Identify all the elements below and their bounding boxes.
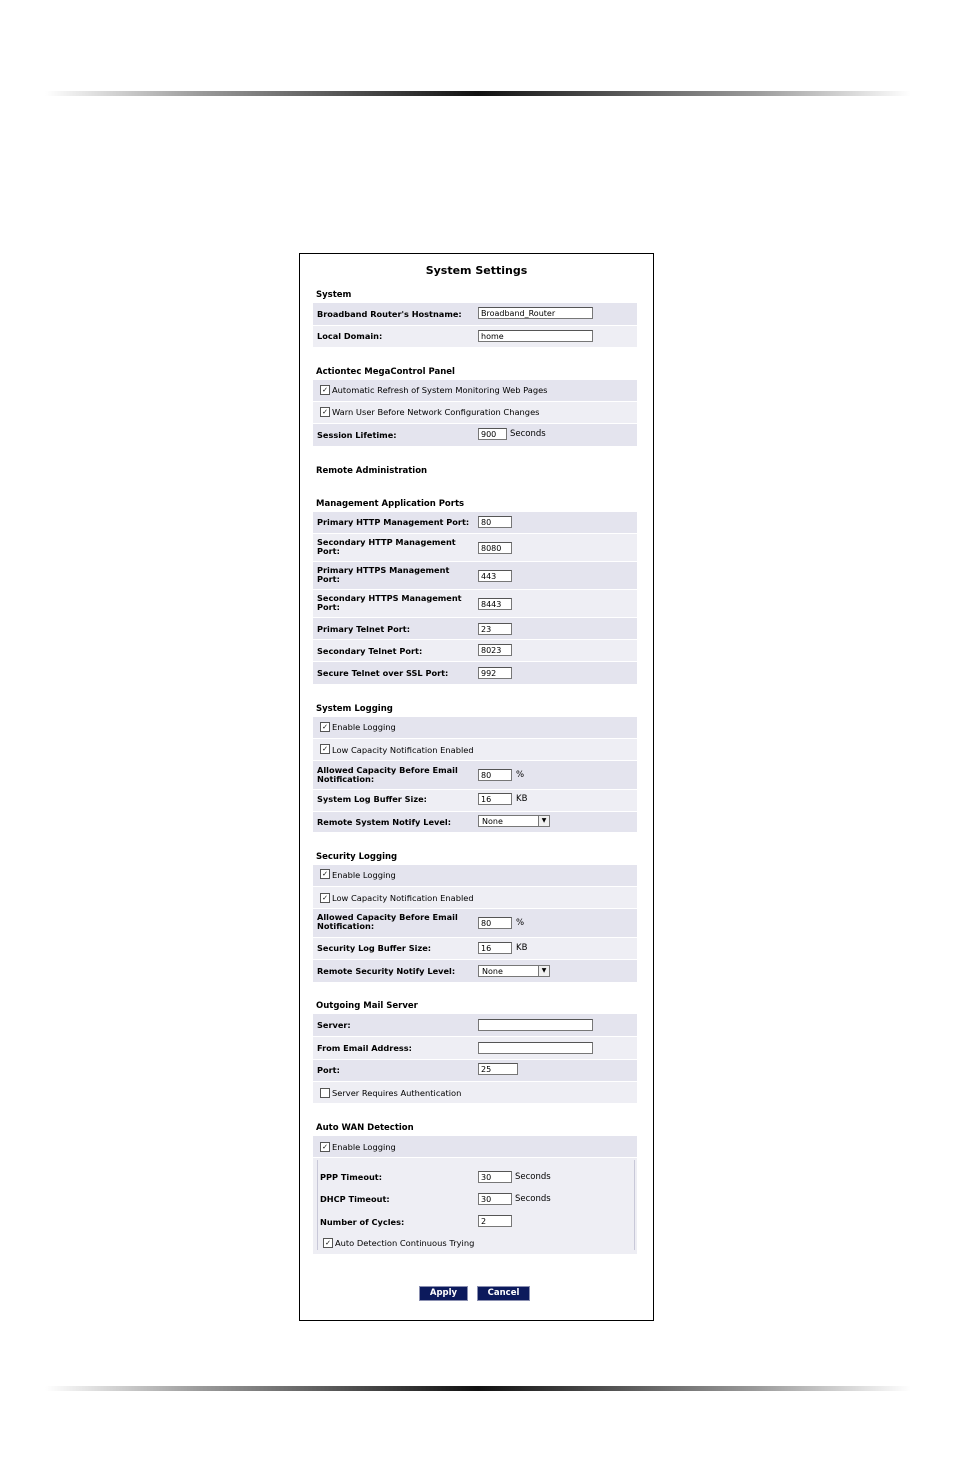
seclog-capacity-unit: % [516, 918, 525, 928]
port-label: Primary HTTP Management Port: [317, 517, 470, 527]
seclog-capacity-label: Allowed Capacity Before Email Notification: [317, 912, 458, 931]
port-label: Secondary HTTPS Management Port: [317, 593, 462, 612]
bottom-divider [45, 1386, 911, 1391]
auto-refresh-row [313, 380, 637, 402]
mail-port-input[interactable]: 25 [478, 1063, 518, 1075]
syslog-lowcap-label: Low Capacity Notification Enabled [332, 745, 474, 755]
mail-port-label: Port: [317, 1065, 340, 1075]
ppp-timeout-unit: Seconds [515, 1172, 551, 1182]
syslog-buffer-unit: KB [516, 794, 528, 804]
section-auto-wan: Auto WAN Detection [316, 1123, 414, 1133]
port-row [313, 590, 637, 618]
mail-auth-label: Server Requires Authentication [332, 1088, 462, 1098]
section-remote-admin: Remote Administration [316, 466, 428, 476]
hostname-row [313, 303, 637, 326]
syslog-lowcap-row [313, 739, 637, 761]
session-lifetime-row [313, 424, 637, 447]
seclog-lowcap-checkbox[interactable]: ✓ [320, 893, 330, 903]
port-input[interactable]: 8080 [478, 542, 512, 554]
syslog-notify-row [313, 812, 637, 833]
syslog-lowcap-checkbox[interactable]: ✓ [320, 744, 330, 754]
port-input[interactable]: 23 [478, 623, 512, 635]
syslog-enable-label: Enable Logging [332, 722, 396, 732]
chevron-down-icon[interactable]: ▼ [538, 966, 549, 976]
top-divider [45, 91, 911, 96]
seclog-buffer-unit: KB [516, 943, 528, 953]
section-system: System [316, 290, 352, 300]
port-label: Primary HTTPS Management Port: [317, 565, 450, 584]
syslog-enable-checkbox[interactable]: ✓ [320, 722, 330, 732]
continuous-trying-label: Auto Detection Continuous Trying [335, 1238, 475, 1248]
autowan-settings-block [313, 1158, 637, 1255]
port-label: Secondary HTTP Management Port: [317, 537, 456, 556]
mail-server-input[interactable] [478, 1019, 593, 1031]
seclog-enable-row [313, 865, 637, 887]
dhcp-timeout-label: DHCP Timeout: [320, 1194, 390, 1204]
autowan-inner-box [317, 1160, 635, 1250]
mail-port-row [313, 1060, 637, 1082]
continuous-trying-checkbox[interactable]: ✓ [323, 1238, 333, 1248]
dhcp-timeout-unit: Seconds [515, 1194, 551, 1204]
syslog-enable-row [313, 717, 637, 739]
warn-user-checkbox[interactable]: ✓ [320, 407, 330, 417]
mail-auth-checkbox[interactable] [320, 1088, 330, 1098]
section-management-ports: Management Application Ports [316, 499, 465, 509]
syslog-capacity-label: Allowed Capacity Before Email Notification: [317, 765, 458, 784]
syslog-notify-select[interactable] [478, 815, 550, 827]
autowan-enable-checkbox[interactable]: ✓ [320, 1142, 330, 1152]
port-row [313, 662, 637, 685]
seclog-buffer-label: Security Log Buffer Size: [317, 943, 432, 953]
section-security-logging: Security Logging [316, 852, 398, 862]
syslog-notify-label: Remote System Notify Level: [317, 817, 451, 827]
seclog-lowcap-row [313, 887, 637, 909]
session-lifetime-unit: Seconds [510, 429, 546, 439]
autowan-enable-row [313, 1136, 637, 1158]
mail-from-input[interactable] [478, 1042, 593, 1054]
syslog-capacity-unit: % [516, 770, 525, 780]
local-domain-input[interactable]: home [478, 330, 593, 342]
port-label: Secure Telnet over SSL Port: [317, 668, 449, 678]
syslog-notify-value: None [482, 817, 503, 826]
port-row [313, 512, 637, 534]
cycles-label: Number of Cycles: [320, 1217, 405, 1227]
local-domain-row [313, 326, 637, 348]
page-title: System Settings [425, 264, 528, 277]
apply-button[interactable]: Apply [420, 1287, 467, 1300]
ppp-timeout-input[interactable]: 30 [478, 1171, 512, 1183]
seclog-buffer-row [313, 938, 637, 960]
session-lifetime-label: Session Lifetime: [317, 430, 397, 440]
seclog-enable-label: Enable Logging [332, 870, 396, 880]
system-settings-panel [299, 253, 654, 1321]
port-input[interactable]: 443 [478, 570, 512, 582]
mail-server-label: Server: [317, 1020, 351, 1030]
auto-refresh-checkbox[interactable]: ✓ [320, 385, 330, 395]
mail-server-row [313, 1014, 637, 1037]
hostname-label: Broadband Router's Hostname: [317, 309, 462, 319]
section-mail-server: Outgoing Mail Server [316, 1001, 418, 1011]
port-row [313, 562, 637, 590]
seclog-notify-select[interactable] [478, 965, 550, 977]
port-input[interactable]: 992 [478, 667, 512, 679]
port-label: Primary Telnet Port: [317, 624, 410, 634]
port-input[interactable]: 8443 [478, 598, 512, 610]
seclog-notify-label: Remote Security Notify Level: [317, 966, 456, 976]
port-label: Secondary Telnet Port: [317, 646, 423, 656]
section-megacontrol: Actiontec MegaControl Panel [316, 367, 455, 377]
mail-from-label: From Email Address: [317, 1043, 412, 1053]
port-row [313, 640, 637, 662]
port-row [313, 534, 637, 562]
auto-refresh-label: Automatic Refresh of System Monitoring Web Pages [332, 385, 548, 395]
ppp-timeout-label: PPP Timeout: [320, 1172, 382, 1182]
mail-auth-row [313, 1082, 637, 1104]
syslog-buffer-label: System Log Buffer Size: [317, 794, 427, 804]
session-lifetime-input[interactable]: 900 [478, 428, 507, 440]
mail-from-row [313, 1037, 637, 1060]
cycles-input[interactable]: 2 [478, 1215, 512, 1227]
seclog-lowcap-label: Low Capacity Notification Enabled [332, 893, 474, 903]
seclog-enable-checkbox[interactable]: ✓ [320, 869, 330, 879]
hostname-input[interactable]: Broadband_Router [478, 307, 593, 319]
warn-user-row [313, 402, 637, 424]
seclog-notify-row [313, 960, 637, 983]
seclog-capacity-row [313, 909, 637, 938]
port-input[interactable]: 8023 [478, 644, 512, 656]
seclog-buffer-input[interactable]: 16 [478, 942, 512, 954]
dhcp-timeout-input[interactable]: 30 [478, 1193, 512, 1205]
syslog-capacity-input[interactable]: 80 [478, 769, 512, 781]
seclog-notify-value: None [482, 967, 503, 976]
cancel-button[interactable]: Cancel [478, 1287, 529, 1300]
syslog-buffer-row [313, 790, 637, 812]
autowan-enable-label: Enable Logging [332, 1142, 396, 1152]
port-input[interactable]: 80 [478, 516, 512, 528]
syslog-capacity-row [313, 761, 637, 790]
syslog-buffer-input[interactable]: 16 [478, 793, 512, 805]
chevron-down-icon[interactable]: ▼ [538, 816, 549, 826]
port-row [313, 618, 637, 640]
warn-user-label: Warn User Before Network Configuration Changes [332, 407, 540, 417]
seclog-capacity-input[interactable]: 80 [478, 917, 512, 929]
section-system-logging: System Logging [316, 704, 393, 714]
local-domain-label: Local Domain: [317, 331, 383, 341]
